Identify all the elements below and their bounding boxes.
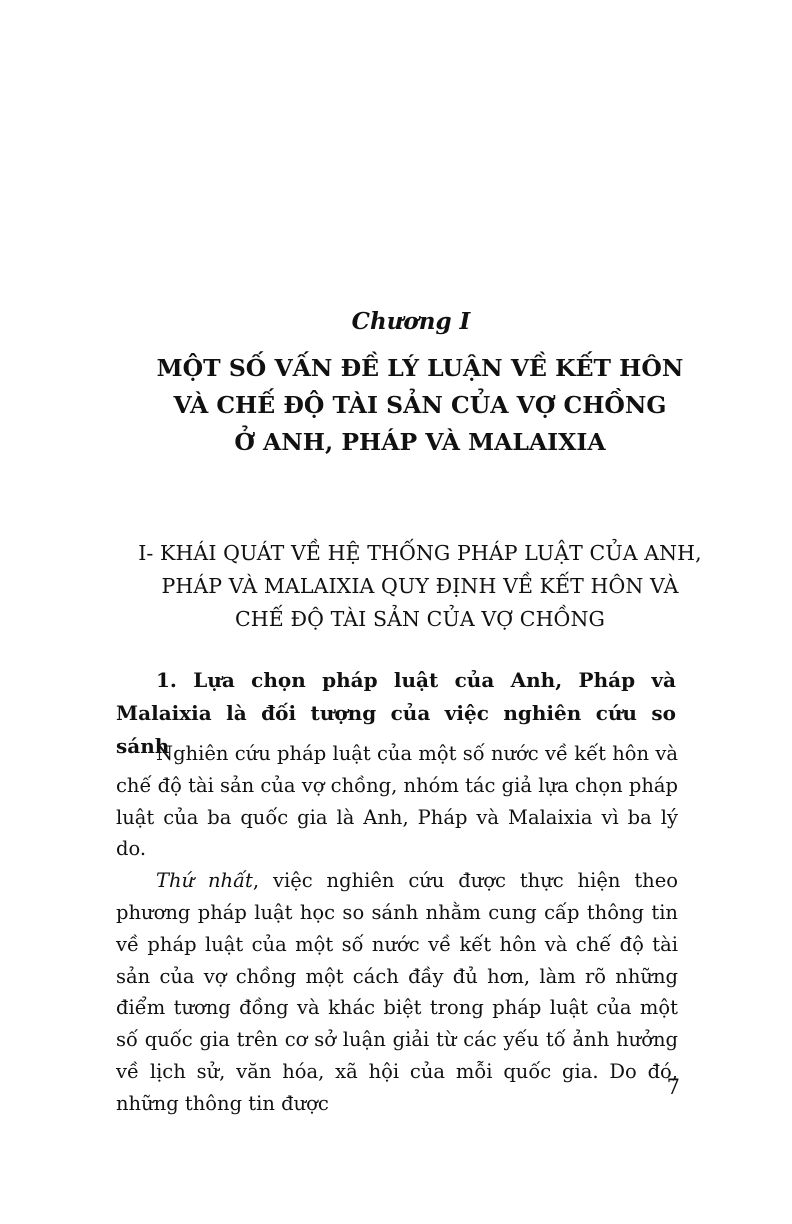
chapter-title-line-2: VÀ CHẾ ĐỘ TÀI SẢN CỦA VỢ CHỒNG bbox=[173, 391, 667, 419]
chapter-title bbox=[120, 350, 720, 461]
page-number: 7 bbox=[666, 1075, 680, 1099]
subsection-title: 1. Lựa chọn pháp luật của Anh, Pháp và Malaixia là đối tượng của việc nghiên cứu so sánh bbox=[116, 668, 676, 758]
section-title-line-1: I- KHÁI QUÁT VỀ HỆ THỐNG PHÁP LUẬT CỦA ANH, bbox=[138, 541, 702, 565]
paragraph bbox=[116, 865, 678, 1119]
section-title-line-2: PHÁP VÀ MALAIXIA QUY ĐỊNH VỀ KẾT HÔN VÀ bbox=[161, 574, 679, 598]
section-title bbox=[110, 537, 730, 636]
body-text bbox=[116, 738, 678, 1120]
chapter-title-line-3: Ở ANH, PHÁP VÀ MALAIXIA bbox=[234, 428, 606, 456]
emphasis-lead: Thứ nhất bbox=[156, 869, 253, 893]
paragraph: Nghiên cứu pháp luật của một số nước về kết hôn và chế độ tài sản của vợ chồng, nhóm tác giả lựa chọn pháp luật của ba quốc gia là Anh, Pháp và Malaixia vì ba lý do. bbox=[116, 742, 678, 861]
chapter-label: Chương I bbox=[351, 308, 471, 335]
paragraph-text: , việc nghiên cứu được thực hiện theo phương pháp luật học so sánh nhằm cung cấp thông tin về pháp luật của một số nước về kết hôn và chế độ tài sản của vợ chồng một cách đầy đủ hơn, làm rõ những điểm tương đồng và khác biệt trong pháp luật của một số quốc gia trên cơ sở luận giải từ các yếu tố ảnh hưởng về lịch sử, văn hóa, xã hội của mỗi quốc gia. Do đó, những thông tin được bbox=[116, 869, 678, 1115]
chapter-title-line-1: MỘT SỐ VẤN ĐỀ LÝ LUẬN VỀ KẾT HÔN bbox=[156, 354, 684, 382]
section-title-line-3: CHẾ ĐỘ TÀI SẢN CỦA VỢ CHỒNG bbox=[235, 607, 605, 631]
